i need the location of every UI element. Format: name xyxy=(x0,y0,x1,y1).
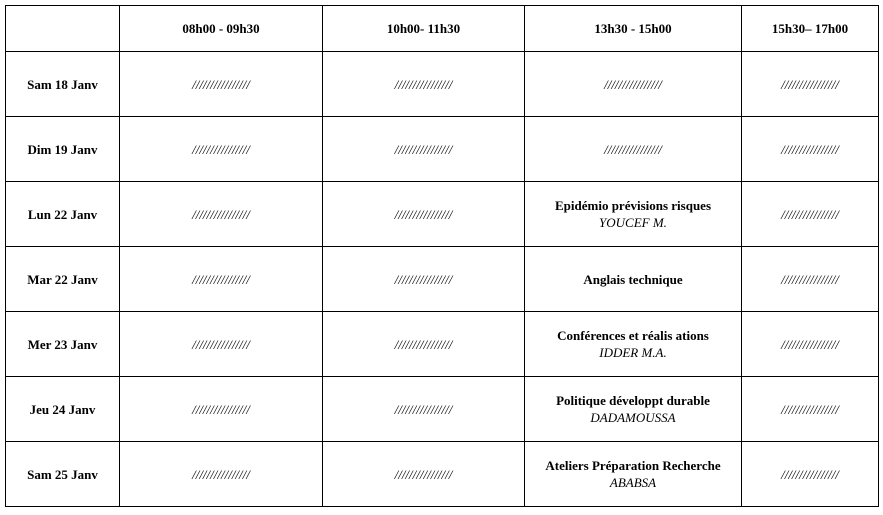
empty-slot-marker: //////////////// xyxy=(781,206,839,222)
column-header-slot-1: 08h00 - 09h30 xyxy=(120,6,323,52)
schedule-cell xyxy=(742,247,879,312)
schedule-cell xyxy=(120,182,323,247)
teacher-name: YOUCEF M. xyxy=(599,215,667,230)
schedule-cell xyxy=(525,247,742,312)
day-label: Mar 22 Janv xyxy=(6,247,120,312)
schedule-cell xyxy=(742,117,879,182)
teacher-name: DADAMOUSSA xyxy=(590,410,676,425)
empty-slot-marker: //////////////// xyxy=(781,271,839,287)
empty-slot-marker: //////////////// xyxy=(192,336,250,352)
empty-slot-marker: //////////////// xyxy=(192,466,250,482)
table-row xyxy=(6,117,879,182)
schedule-cell xyxy=(120,442,323,507)
table-row xyxy=(6,377,879,442)
course-title: Epidémio prévisions risques xyxy=(554,198,712,213)
schedule-cell xyxy=(323,377,525,442)
empty-slot-marker: //////////////// xyxy=(781,336,839,352)
day-label: Sam 25 Janv xyxy=(6,442,120,507)
schedule-cell xyxy=(323,442,525,507)
schedule-cell xyxy=(742,52,879,117)
empty-slot-marker: //////////////// xyxy=(394,76,453,92)
empty-slot-marker: //////////////// xyxy=(394,206,453,222)
empty-slot-marker: //////////////// xyxy=(192,141,250,157)
table-row xyxy=(6,247,879,312)
teacher-name: ABABSA xyxy=(609,475,657,490)
schedule-cell xyxy=(120,377,323,442)
day-label: Mer 23 Janv xyxy=(6,312,120,377)
teacher-name: IDDER M.A. xyxy=(599,345,667,360)
empty-slot-marker: //////////////// xyxy=(394,141,453,157)
schedule-cell xyxy=(525,377,742,442)
day-label: Lun 22 Janv xyxy=(6,182,120,247)
schedule-cell xyxy=(323,117,525,182)
column-header-slot-3: 13h30 - 15h00 xyxy=(525,6,742,52)
header-row xyxy=(6,6,879,52)
schedule-cell xyxy=(120,312,323,377)
empty-slot-marker: //////////////// xyxy=(781,141,839,157)
schedule-cell xyxy=(742,442,879,507)
schedule-cell xyxy=(742,312,879,377)
empty-slot-marker: //////////////// xyxy=(394,271,453,287)
empty-slot-marker: //////////////// xyxy=(192,401,250,417)
day-label: Sam 18 Janv xyxy=(6,52,120,117)
schedule-cell xyxy=(323,247,525,312)
column-header-slot-2: 10h00- 11h30 xyxy=(323,6,525,52)
course-title: Politique développt durable xyxy=(556,393,710,408)
schedule-cell xyxy=(525,52,742,117)
schedule-cell xyxy=(525,312,742,377)
schedule-cell xyxy=(323,312,525,377)
empty-slot-marker: //////////////// xyxy=(192,271,250,287)
schedule-cell xyxy=(323,52,525,117)
schedule-cell xyxy=(525,442,742,507)
schedule-cell xyxy=(120,247,323,312)
schedule-cell xyxy=(742,182,879,247)
day-label: Jeu 24 Janv xyxy=(6,377,120,442)
schedule-cell xyxy=(525,182,742,247)
empty-slot-marker: //////////////// xyxy=(192,76,250,92)
schedule-cell xyxy=(120,117,323,182)
table-row xyxy=(6,52,879,117)
course-title: Conférences et réalis ations xyxy=(557,328,709,343)
table-row xyxy=(6,442,879,507)
corner-cell xyxy=(6,6,120,52)
empty-slot-marker: //////////////// xyxy=(394,466,453,482)
course-title: Anglais technique xyxy=(583,271,683,287)
schedule-table xyxy=(5,5,879,507)
empty-slot-marker: //////////////// xyxy=(781,76,839,92)
table-row xyxy=(6,182,879,247)
empty-slot-marker: //////////////// xyxy=(781,401,839,417)
schedule-cell xyxy=(120,52,323,117)
table-row xyxy=(6,312,879,377)
course-title: Ateliers Préparation Recherche xyxy=(545,458,721,473)
schedule-cell xyxy=(323,182,525,247)
schedule-cell xyxy=(525,117,742,182)
empty-slot-marker: //////////////// xyxy=(604,141,662,157)
empty-slot-marker: //////////////// xyxy=(604,76,662,92)
empty-slot-marker: //////////////// xyxy=(394,336,453,352)
schedule-cell xyxy=(742,377,879,442)
empty-slot-marker: //////////////// xyxy=(394,401,453,417)
day-label: Dim 19 Janv xyxy=(6,117,120,182)
empty-slot-marker: //////////////// xyxy=(192,206,250,222)
empty-slot-marker: //////////////// xyxy=(781,466,839,482)
column-header-slot-4: 15h30– 17h00 xyxy=(742,6,879,52)
schedule-body xyxy=(6,52,879,507)
